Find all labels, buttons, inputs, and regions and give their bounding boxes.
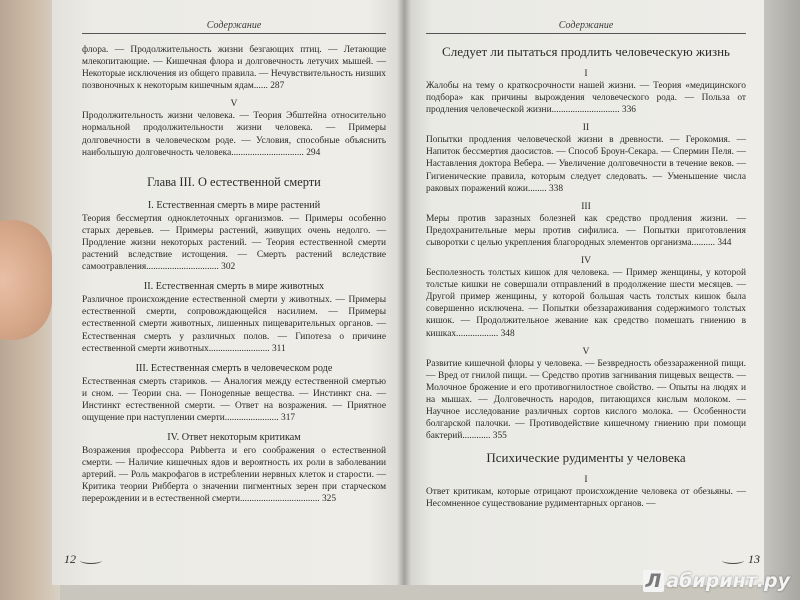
section-number: II (582, 122, 590, 134)
section-entry: Ответ критикам, которые отрицают происхождение человека от обезьяны. — Несомненное существование рудиментарных органов. — (426, 487, 746, 510)
right-folio (718, 552, 760, 567)
section-entry: Развитие кишечной флоры у человека. — Безвредность обеззараженной пищи. — Вред от гнилой пищи. — Средство против загнивания пищевых веществ. — Молочное брожение и его противогнилостное свойство. — Опыты на людях и на мышах. — Долговечность народов, питающихся кислым молоком. — Научное исследование различных сортов кислого молока. — Особенности болгарской палочки. — Противодействие кишечному гниению при помощи бактерий............ 355 (426, 358, 746, 442)
section-entry: Жалобы на тему о краткосрочности нашей жизни. — Теория «медицинского подбора» как причины вырождения человеческого рода. — Польза от продления человеческой жизни............................. 336 (426, 81, 746, 116)
chapter-title: Глава III. О естественной смерти (147, 174, 321, 189)
section-number: I (584, 474, 588, 486)
right-page (404, 0, 764, 585)
left-running-head: Содержание (82, 20, 386, 34)
section-number: I (584, 68, 588, 79)
book-gutter (397, 0, 411, 585)
section-entry: Теория бессмертия одноклеточных организмов. — Примеры особенно старых деревьев. — Примеры растений, живущих очень недолго. — Продление жизни некоторых растений. — Теория естественной смерти растений вследствие истощения. — Смерть растений вследствие самоотравления............................... 302 (82, 213, 386, 273)
part-title: Следует ли пытаться продлить человеческую жизнь (442, 44, 730, 59)
section-title: I. Естественная смерть в мире растений (147, 199, 321, 211)
section-entry: Попытки продления человеческой жизни в древности. — Герокомия. — Напиток бессмертия даосистов. — Способ Броун-Секара. — Спермин Пеля. — Наставления доктора Вебера. — Увеличение долговечности в течение веков. — Гигиенические правила, которым следует следовать. — Уменьшение числа раковых поражений кожи........ 338 (426, 135, 746, 194)
section-entry: Естественная смерть стариков. — Аналогия между естественной смертью и сном. — Теории сна. — Понogenные вещества. — Инстинкт сна. — Инстинкт естественной смерти. — Ответ на возражения. — Приятное ощущение при наступлении смерти....................... 317 (82, 376, 386, 423)
section-entry: Возражения профессора Риbberта и его соображения о естественной смерти. — Наличие кишечных ядов и вероятность их роли в заболевании артерий. — Роль макрофагов в истреблении нервных клеток и старости. — Критика теории Рибберта о значении пигментных зерен при старческом перерождении и в естественной смерти.................................. 325 (82, 446, 386, 505)
table-surface-right (760, 0, 800, 600)
section-title: II. Естественная смерть в мире животных (143, 281, 325, 293)
continued-entry: флора. — Продолжительность жизни безгающих птиц. — Летающие млекопитающие. — Кишечная флора и долговечность летучих мышей. — Некоторые исключения из общего правила. — Нечувствительность низших позвоночных к некоторым кишечным ядам...... 287 (82, 45, 386, 92)
left-page (52, 0, 404, 585)
section-entry: Различное происхождение естественной смерти у животных. — Примеры естественной смерти, сопровождающейся насилием. — Примеры естественной смерти животных, лишенных пищеварительных органов. — Естественная смерть у различных полов. — Гипотеза о причине естественной смерти животных.......................... 311 (82, 295, 386, 354)
section-entry: Продолжительность жизни человека. — Теория Эбштейна относительно нормальной продолжительности жизни человека. — Примеры долговечности в человеческом роде. — Условия, способные объяснить наибольшую долговечность человека............................... 294 (82, 111, 386, 158)
section-title: III. Естественная смерть в человеческом роде (135, 362, 333, 374)
page-number: 12 (64, 552, 76, 566)
section-number: V (582, 345, 590, 357)
section-number: III (581, 200, 591, 212)
reader-thumb (0, 220, 52, 340)
site-watermark (643, 570, 790, 592)
left-folio (64, 552, 106, 567)
section-entry: Бесполезность толстых кишок для человека. — Пример женщины, у которой толстые кишки не совершали отправлений в продолжение шести месяцев. — Другой пример женщины, у которой большая часть толстых кишок была совершенно исключена. — Попытки обеззараживания содержимого толстых кишок. — Продолжительное жевание как средство помешать гниению в кишках.................. 348 (426, 268, 746, 339)
section-entry: Меры против заразных болезней как средство продления жизни. — Предохранительные меры против сифилиса. — Попытки приготовления сыворотки с целью укрепления благородных элементов организма.......... 344 (426, 213, 746, 248)
watermark-logo-letter: Л (643, 570, 665, 592)
right-running-head: Содержание (426, 20, 746, 34)
section-number: V (230, 98, 238, 110)
section-title: IV. Ответ некоторым критикам (167, 432, 301, 444)
section-number: IV (580, 255, 592, 267)
page-number: 13 (748, 552, 760, 566)
watermark-text: абиринт.ру (666, 570, 790, 592)
ornament-icon (80, 557, 102, 564)
ornament-icon (722, 557, 744, 564)
part-title: Психические рудименты у человека (486, 450, 686, 466)
